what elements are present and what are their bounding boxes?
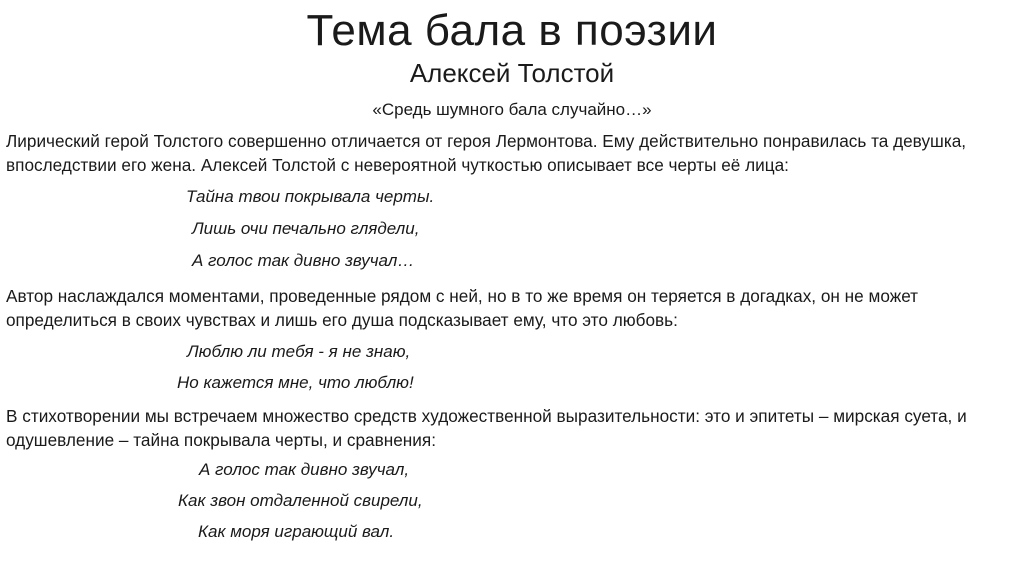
- poem-title: «Средь шумного бала случайно…»: [372, 100, 652, 119]
- slide-title: Тема бала в поэзии: [306, 6, 718, 55]
- quote-3-line-1: А голос так дивно звучал,: [199, 460, 410, 479]
- quote-1-line-1: Тайна твои покрывала черты.: [186, 187, 435, 206]
- quote-3-line-2: Как звон отдаленной свирели,: [178, 491, 423, 510]
- paragraph-1: Лирический герой Толстого совершенно отличается от героя Лермонтова. Ему действительно понравилась та девушка, впоследствии его жена. Алексей Толстой с невероятной чуткостью описывает все черты её лица:: [6, 131, 967, 175]
- quote-3-line-3: Как моря играющий вал.: [198, 522, 395, 541]
- quote-1-line-2: Лишь очи печально глядели,: [192, 219, 420, 238]
- quote-1-line-3: А голос так дивно звучал…: [192, 251, 415, 270]
- paragraph-3: В стихотворении мы встречаем множество средств художественной выразительности: это и эпитеты – мирская суета, и одушевление – тайна покрывала черты, и сравнения:: [6, 406, 967, 450]
- quote-2-line-1: Люблю ли тебя - я не знаю,: [187, 342, 411, 361]
- quote-2-line-2: Но кажется мне, что люблю!: [177, 373, 414, 392]
- paragraph-2: Автор наслаждался моментами, проведенные рядом с ней, но в то же время он теряется в догадках, он не может определиться в своих чувствах и лишь его душа подсказывает ему, что это любовь:: [6, 286, 919, 330]
- author-subtitle: Алексей Толстой: [409, 58, 615, 88]
